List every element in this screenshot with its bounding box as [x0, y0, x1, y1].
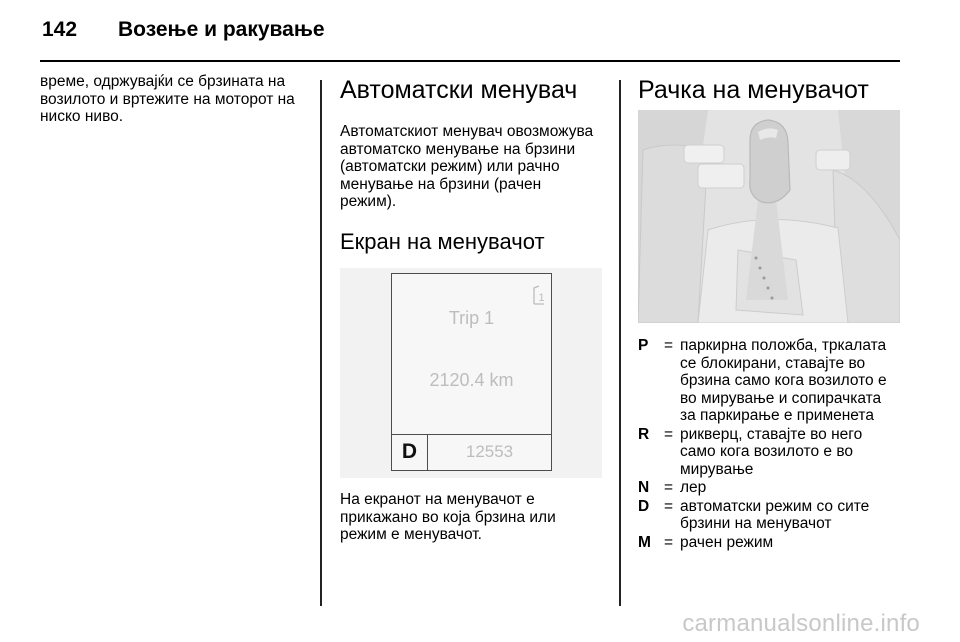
column-divider-2	[619, 80, 621, 606]
gear-key: P	[638, 337, 649, 354]
text-line: Автоматскиот менувач овозможува	[340, 123, 594, 140]
gear-row-p	[638, 337, 900, 425]
text-line: лер	[680, 479, 707, 496]
gear-key: R	[638, 425, 650, 443]
display-caption	[340, 491, 608, 544]
text-line: автоматски режим со сите	[680, 497, 870, 515]
text-line: само кога возилото е во	[680, 443, 853, 460]
trip-label: Trip 1	[448, 308, 495, 328]
text-line: режим).	[340, 193, 397, 210]
text-line: мирување	[680, 460, 754, 478]
transmission-display-illustration	[340, 268, 602, 478]
trip-distance: 2120.4 km	[429, 370, 514, 390]
display-bottom-bar	[392, 434, 551, 470]
section-title: Возење и ракување	[118, 18, 325, 41]
column-divider-1	[320, 80, 322, 606]
text-line: брзина само кога возилото е	[680, 372, 887, 389]
text-line: На екранот на менувачот е	[340, 491, 535, 508]
text-line: ниско ниво.	[40, 108, 124, 125]
intro-paragraph	[340, 123, 608, 211]
column-2	[340, 75, 608, 256]
automatic-transmission-heading: Автоматски менувач	[340, 76, 578, 104]
page-number: 142	[42, 18, 78, 41]
column-1-text	[40, 73, 312, 126]
gear-description	[680, 426, 900, 479]
text-line: за паркирање е применета	[680, 407, 874, 424]
equals-sign: =	[664, 533, 674, 551]
equals-sign: =	[664, 497, 674, 515]
gear-positions-list	[638, 337, 900, 552]
text-line: брзини на менувачот	[680, 515, 832, 532]
selector-lever-illustration	[638, 110, 900, 323]
text-line: време, одржувајќи се брзината на	[40, 73, 286, 90]
text-line: менување на брзини (рачен	[340, 175, 542, 193]
gear-indicator: D	[392, 435, 428, 470]
gear-description	[680, 337, 900, 425]
gear-row-m	[638, 534, 900, 552]
gear-description	[680, 498, 900, 533]
selector-lever-heading: Рачка на менувачот	[638, 76, 869, 104]
text-line: прикажано во која брзина или	[340, 508, 556, 526]
text-line: возилото и вртежите на моторот на	[40, 90, 295, 108]
equals-sign: =	[664, 479, 674, 496]
trip-icon	[533, 285, 545, 305]
gear-description	[680, 534, 900, 552]
equals-sign: =	[664, 425, 674, 443]
gear-row-n	[638, 479, 900, 497]
odometer-value: 12553	[465, 442, 514, 461]
header-rule	[40, 60, 900, 62]
gear-row-d	[638, 498, 900, 533]
text-line: во мирување и сопирачката	[680, 389, 882, 407]
transmission-display-heading: Екран на менувачот	[340, 228, 545, 254]
text-line: (автоматски режим) или рачно	[340, 158, 560, 175]
text-line: паркирна положба, тркалата	[680, 337, 887, 354]
gear-description	[680, 479, 900, 497]
text-line: се блокирани, ставајте во	[680, 354, 866, 372]
gear-row-r	[638, 426, 900, 479]
text-line: режим е менувачот.	[340, 526, 482, 543]
text-line: автоматско менување на брзини	[340, 140, 576, 158]
gear-key: N	[638, 479, 650, 496]
text-line: рачен режим	[680, 533, 774, 551]
text-line: рикверц, ставајте во него	[680, 425, 863, 443]
instrument-display-screen	[391, 273, 552, 471]
gear-key: M	[638, 533, 651, 551]
equals-sign: =	[664, 337, 674, 354]
watermark-link[interactable]: carmanualsonline.info	[682, 610, 920, 637]
gear-key: D	[638, 497, 650, 515]
svg-text:1: 1	[538, 292, 545, 304]
